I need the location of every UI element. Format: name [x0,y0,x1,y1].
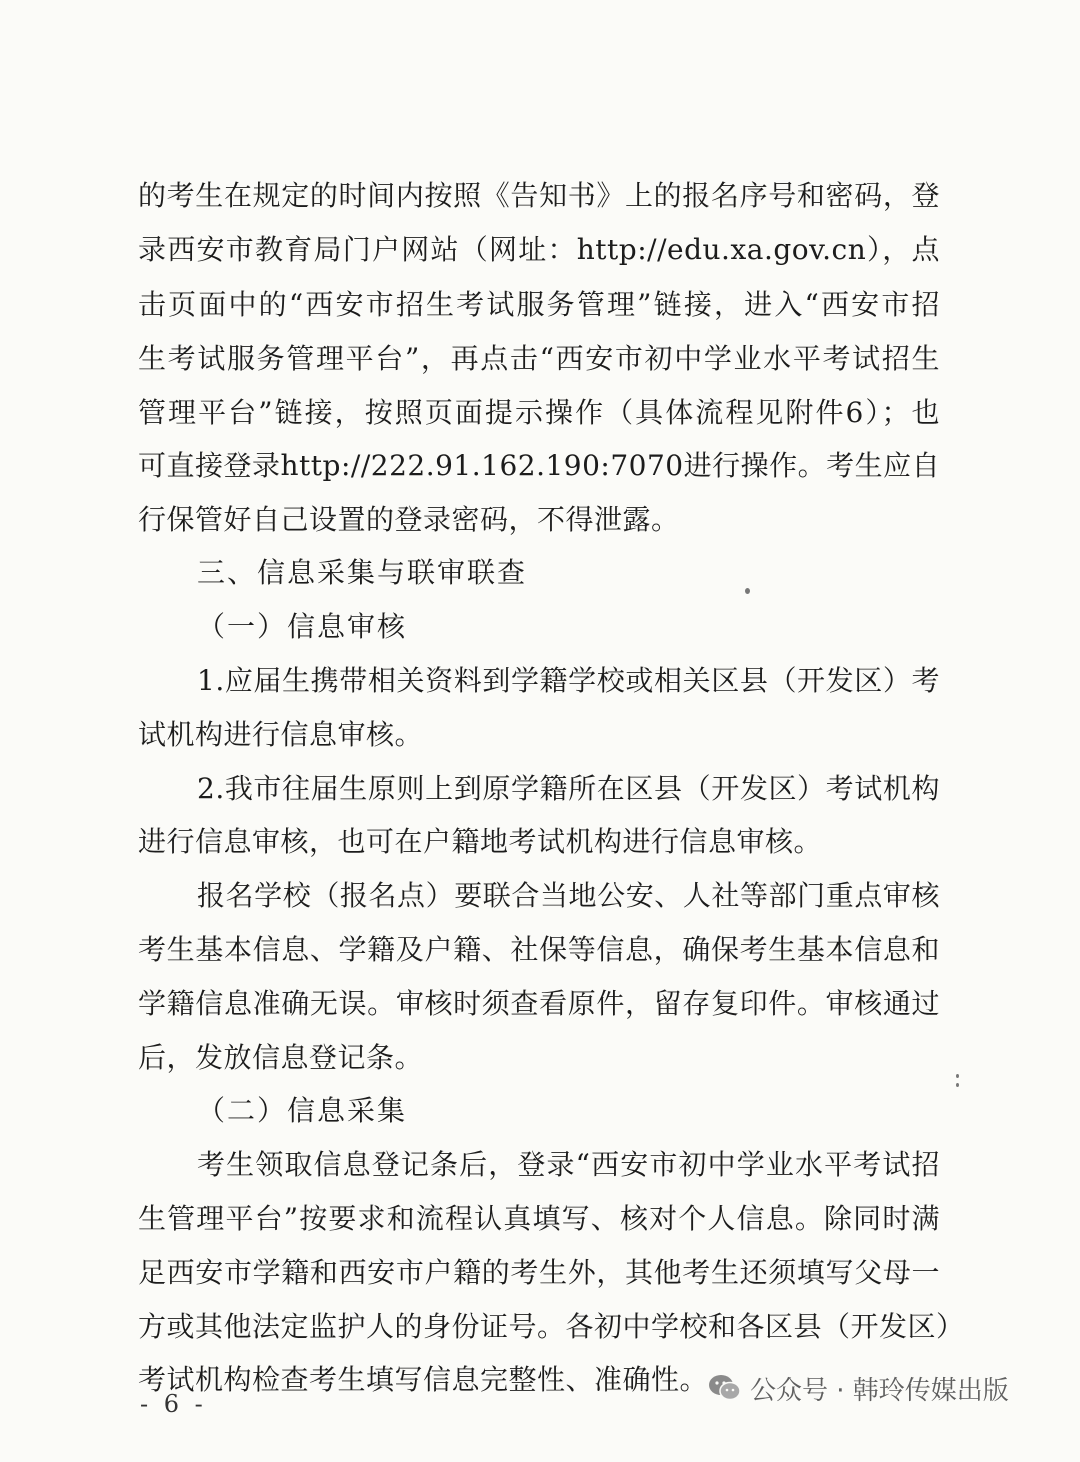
text-line: 生管理平台”按要求和流程认真填写、核对个人信息。除同时满 [138,1202,940,1235]
text-line: 可直接登录http://222.91.162.190:7070进行操作。考生应自 [138,449,941,482]
page-number: - 6 - [140,1390,207,1418]
subsection-heading: （一）信息审核 [197,610,408,643]
text-line: 进行信息审核，也可在户籍地考试机构进行信息审核。 [138,825,823,858]
text-line: 试机构进行信息审核。 [138,718,424,751]
text-line: 报名学校（报名点）要联合当地公安、人社等部门重点审核 [197,879,940,912]
text-line: 后，发放信息登记条。 [138,1041,424,1074]
text-line: 考生领取信息登记条后，登录“西安市初中学业水平考试招 [197,1148,940,1181]
text-line: 1.应届生携带相关资料到学籍学校或相关区县（开发区）考 [197,664,940,697]
text-line: 足西安市学籍和西安市户籍的考生外，其他考生还须填写父母一 [138,1256,940,1289]
text-line: 击页面中的“西安市招生考试服务管理”链接，进入“西安市招 [138,288,940,321]
scan-speck [956,1074,959,1078]
text-line: 考试机构检查考生填写信息完整性、准确性。 [138,1363,709,1396]
scan-speck [745,588,750,594]
text-line: 管理平台”链接，按照页面提示操作（具体流程见附件6）；也 [138,396,940,429]
text-line: 生考试服务管理平台”，再点击“西安市初中学业水平考试招生 [138,342,940,375]
subsection-heading: （二）信息采集 [197,1094,408,1127]
text-line: 录西安市教育局门户网站（网址：http://edu.xa.gov.cn），点 [138,233,940,266]
watermark [708,1370,1009,1406]
section-heading: 三、信息采集与联审联查 [197,556,528,589]
wechat-icon [708,1373,742,1403]
text-line: 方或其他法定监护人的身份证号。各初中学校和各区县（开发区） [138,1310,965,1343]
text-line: 的考生在规定的时间内按照《告知书》上的报名序号和密码，登 [138,179,940,212]
text-line: 学籍信息准确无误。审核时须查看原件，留存复印件。审核通过 [138,987,940,1020]
text-line: 2.我市往届生原则上到原学籍所在区县（开发区）考试机构 [197,772,940,805]
text-line: 考生基本信息、学籍及户籍、社保等信息，确保考生基本信息和 [138,933,940,966]
text-line: 行保管好自己设置的登录密码，不得泄露。 [138,503,680,536]
watermark-text: 公众号 · 韩玲传媒出版 [750,1375,1009,1406]
scan-speck [956,1083,959,1087]
